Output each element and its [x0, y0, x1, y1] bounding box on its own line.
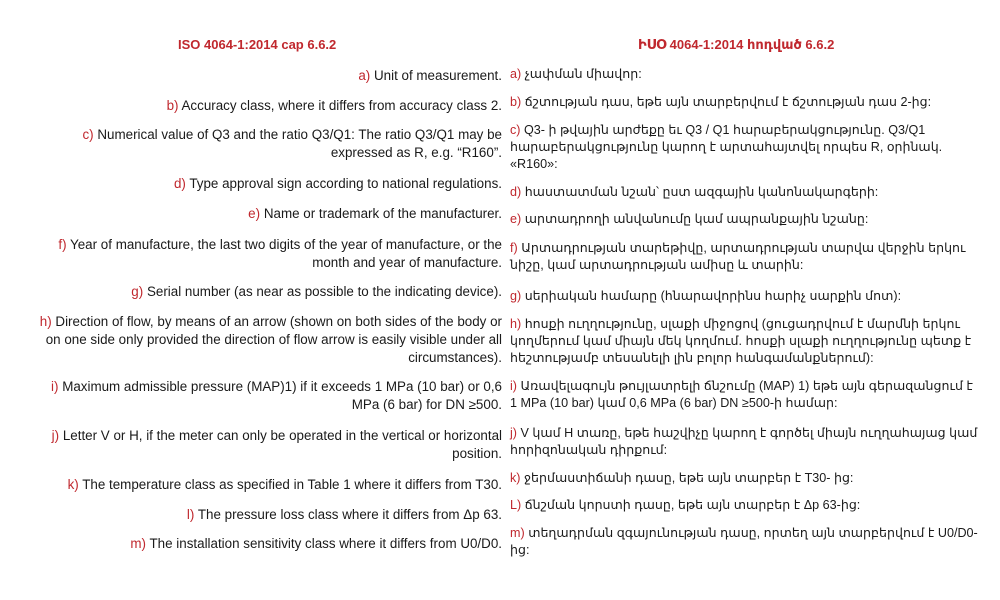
item-letter: f) — [510, 241, 518, 255]
item-letter: d) — [510, 185, 522, 199]
list-item — [22, 427, 502, 463]
item-text: Q3- ի թվային արժեքը եւ Q3 / Q1 հարաբերակցությունը. Q3/Q1 հարաբերակցությունը կարող է արտահայտվել որպես R, օրինակ. «R160»: — [510, 123, 943, 171]
item-text: հաստատման նշան՝ ըստ ազգային կանոնակարգերի: — [524, 185, 879, 199]
item-letter: f) — [58, 237, 67, 252]
item-letter: e) — [248, 206, 261, 221]
item-text: Numerical value of Q3 and the ratio Q3/Q1: The ratio Q3/Q1 may be expressed as R, e.g. “R160”. — [97, 127, 502, 160]
item-letter: l) — [186, 507, 195, 522]
item-letter: j) — [51, 428, 60, 443]
item-text: Accuracy class, where it differs from accuracy class 2. — [181, 98, 502, 113]
item-letter: m) — [130, 536, 146, 551]
list-item — [22, 476, 502, 494]
item-text: Letter V or H, if the meter can only be operated in the vertical or horizontal position. — [62, 428, 502, 461]
item-text: տեղադրման զգայունության դասը, որտեղ այն տարբերվում է U0/D0- ից: — [510, 526, 978, 557]
list-item — [510, 470, 978, 487]
item-text: Maximum admissible pressure (MAP)1) if it exceeds 1 MPa (10 bar) or 0,6 MPa (6 bar) for DN ≥500. — [62, 379, 502, 412]
item-text: The installation sensitivity class where it differs from U0/D0. — [149, 536, 502, 551]
list-item — [22, 175, 502, 193]
list-item — [510, 94, 978, 111]
item-letter: i) — [510, 379, 517, 393]
list-item — [510, 66, 978, 83]
list-item — [22, 283, 502, 301]
item-text: Year of manufacture, the last two digits of the year of manufacture, or the month and year of manufacture. — [70, 237, 502, 270]
item-letter: a) — [358, 68, 371, 83]
item-letter: k) — [510, 471, 521, 485]
list-item — [22, 67, 502, 85]
item-text: ճշտության դաս, եթե այն տարբերվում է ճշտության դաս 2-ից: — [524, 95, 932, 109]
item-text: Առավելագույն թույլատրելի ճնշումը (MAP) 1) եթե այն գերազանցում է 1 MPa (10 bar) կամ 0,6 MPa (6 bar) DN ≥500-ի համար: — [510, 379, 973, 410]
item-text: ճնշման կորստի դասը, եթե այն տարբեր է Δp 63-ից: — [524, 498, 861, 512]
list-item — [510, 425, 978, 459]
item-letter: h) — [510, 317, 522, 331]
item-text: Unit of measurement. — [373, 68, 502, 83]
item-letter: k) — [67, 477, 79, 492]
list-item — [22, 97, 502, 115]
list-item — [510, 122, 978, 173]
item-text: Type approval sign according to national regulations. — [189, 176, 502, 191]
item-letter: g) — [510, 289, 522, 303]
item-text: ջերմաստիճանի դասը, եթե այն տարբեր է T30- ից: — [524, 471, 854, 485]
item-text: The temperature class as specified in Table 1 where it differs from T30. — [82, 477, 502, 492]
item-text: սերիական համարը (հնարավորինս հարիչ սարքին մոտ): — [524, 289, 902, 303]
item-text: Արտադրության տարեթիվը, արտադրության տարվա վերջին երկու նիշը, կամ արտադրության ամիսը և տարին: — [510, 241, 966, 272]
list-item — [22, 535, 502, 553]
item-letter: b) — [510, 95, 522, 109]
item-text: V կամ H տառը, եթե հաշվիչը կարող է գործել միայն ուղղահայաց կամ հորիզոնական դիրքում: — [510, 426, 978, 457]
item-text: The pressure loss class where it differs from Δp 63. — [197, 507, 502, 522]
item-text: չափման միավոր: — [524, 67, 642, 81]
item-text: Name or trademark of the manufacturer. — [263, 206, 502, 221]
item-text: հոսքի ուղղությունը, սլաքի միջոցով (ցուցադրվում է մարմնի երկու կողմերում կամ միայն մեկ կողմում. հոսքի սլաքի ուղղությունը պետք է հեշտությամբ տեսանելի լին բոլոր հանգամանքներում): — [510, 317, 972, 365]
title-armenian: ԻՍՕ 4064-1:2014 հոդված 6.6.2 — [638, 37, 835, 52]
item-letter: i) — [51, 379, 59, 394]
list-item — [510, 316, 978, 367]
list-item — [22, 313, 502, 367]
item-text: Direction of flow, by means of an arrow (shown on both sides of the body or on one side only provided the direction of flow arrow is easily visible under all circumstances). — [45, 314, 502, 365]
list-item — [22, 506, 502, 524]
list-item — [510, 378, 978, 412]
list-item — [22, 205, 502, 223]
item-letter: g) — [131, 284, 144, 299]
list-item — [510, 240, 978, 274]
item-letter: h) — [39, 314, 52, 329]
item-letter: m) — [510, 526, 525, 540]
title-english: ISO 4064-1:2014 cap 6.6.2 — [178, 37, 337, 52]
item-letter: a) — [510, 67, 522, 81]
item-text: Serial number (as near as possible to the indicating device). — [146, 284, 502, 299]
item-text: արտադրողի անվանումը կամ ապրանքային նշանը: — [524, 212, 869, 226]
list-item — [22, 126, 502, 162]
list-item — [510, 525, 978, 559]
item-letter: j) — [510, 426, 517, 440]
item-letter: d) — [173, 176, 186, 191]
item-letter: L) — [510, 498, 522, 512]
list-item — [510, 211, 978, 228]
list-item — [510, 288, 978, 305]
list-item — [510, 184, 978, 201]
item-letter: e) — [510, 212, 522, 226]
list-item — [510, 497, 978, 514]
item-letter: c) — [510, 123, 521, 137]
list-item — [22, 236, 502, 272]
list-item — [22, 378, 502, 414]
item-letter: c) — [82, 127, 94, 142]
item-letter: b) — [166, 98, 179, 113]
